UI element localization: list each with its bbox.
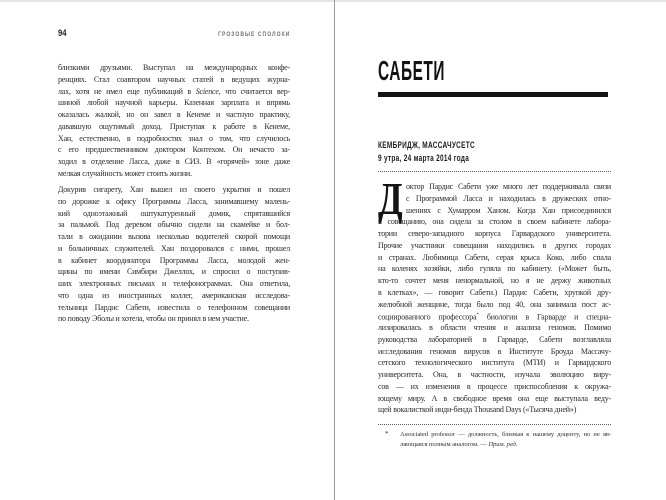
text-line: социированного профессора* биологии в Гарварде и специа- [378, 312, 611, 322]
text-line: кий одноэтажный оштукатуренный домик, спрятавшийся [58, 208, 290, 218]
footnote-divider [378, 424, 611, 425]
text-line: шениях с Хумарром Ханом. Когда Хан присоединился [406, 205, 611, 215]
text-line: в кабинет координатора Программы Ласса, молодой жен- [58, 255, 290, 265]
text-line: исследования геномов вирусов в Институте Броуда Массачу- [378, 346, 611, 356]
text-line: шиной любой научной карьеры. Казенная зарплата и впрямь [58, 98, 290, 108]
viewer-top-edge [0, 0, 666, 2]
text-line: руководства лабораторией в Гарварде, Сабети возглавляла [378, 334, 611, 344]
text-line: лизировалась в области чтения и анализа геномов. Помимо [378, 323, 611, 332]
footnote-marker: * [385, 430, 389, 438]
body-paragraph [378, 173, 611, 416]
body-paragraph [58, 184, 290, 325]
text-line: университета. Она, в частности, изучала эволюцию виру- [378, 370, 611, 379]
text-line: мелкая случайность может стоить жизни. [58, 168, 192, 178]
running-head: ГРОЗОВЫЕ СПОЛОХИ [217, 31, 290, 38]
date-heading: 9 утра, 24 марта 2014 года [378, 153, 470, 163]
text-line: к совещанию, она сидела за столом в своем кабинете лабора- [378, 217, 611, 227]
text-line: по поводу Эболы и хотела, чтобы он принял в нем участие. [58, 314, 249, 324]
text-line: октор Пардис Сабети уже много лет поддерживала связи [406, 182, 611, 191]
footnote [378, 430, 611, 450]
text-line: в клетках», — говорит Сабети.) Пардис Сабети, хрупкой дру- [378, 287, 611, 297]
text-line: оказалась жалкой, но он завел в Кенеме и частную практику, [58, 110, 290, 119]
left-page-body [58, 62, 290, 325]
location-heading: КЕМБРИДЖ, МАССАЧУСЕТС [378, 140, 475, 150]
page-number: 94 [58, 28, 67, 38]
text-line: ходил в отделение Ласса, даже в СИЗ. В «горячей» зоне даже [58, 157, 290, 166]
text-line: дававшую ощутимый доход. Приступая к работе в Кенеме, [58, 121, 290, 131]
text-line: с его предшественником доктором Контехом. Он нечасто за- [58, 145, 290, 155]
page-gutter-line [334, 0, 335, 500]
left-page-header [58, 28, 290, 38]
text-line: и больничных служителей. Хан поздоровался с ними, прошел [58, 243, 290, 253]
text-line: что одна из иностранных коллег, американская исследова- [58, 290, 290, 300]
text-line: кто-то сочтет меня ненормальной, но я не держу животных [378, 276, 611, 285]
drop-cap: Д [378, 173, 403, 224]
text-line: ренциях. Стал соавтором научных статей в ведущих журна- [58, 74, 290, 84]
chapter-title-rule [378, 92, 608, 97]
text-line: тории северо-западного корпуса Гарвардского университета. [378, 229, 611, 238]
text-line: тали в ожидании вызова несколько водителей скорой помощи [58, 232, 290, 241]
text-line: сетского технологического института (МТИ) и Гарвардского [378, 358, 611, 368]
text-line: желюбной женщине, тогда было под 40, она занимала пост ас- [378, 299, 611, 309]
chapter-dateline [378, 139, 611, 165]
chapter-body [378, 173, 611, 416]
left-page [58, 28, 290, 325]
footnote-line: ляющаяся полным аналогом. — Прим. ред. [400, 440, 518, 448]
text-line: с Программой Ласса и находилась в дружеских отно- [406, 193, 611, 203]
text-line: щей вокалисткой инди-бенда Thousand Days («Тысяча дней») [378, 405, 577, 415]
footnote-text [400, 430, 611, 450]
text-line: щины по имени Симбири Джеллох, и спросил о поступив- [58, 267, 290, 277]
text-line: по дорожке к офису Программы Ласса, занимавшему малень- [58, 196, 290, 206]
text-line: ших электронных письмах и телефонограммах. Она ответила, [58, 279, 290, 288]
text-line: тельница Пардис Сабети, известила о телефонном совещании [58, 302, 290, 312]
text-line: сов — их изменения в процессе приспособления к окружа- [378, 381, 611, 391]
dotted-divider [378, 171, 611, 172]
right-page [378, 55, 611, 450]
text-line: ющему миру. А в свободное время она еще выступала веду- [378, 393, 611, 403]
text-line: на коленях хозяйки, либо гуляла по кабинету. («Может быть, [378, 264, 611, 274]
chapter-title: САБЕТИ [378, 55, 445, 86]
text-line: Прочие участники совещания находились в других городах [378, 240, 611, 250]
text-line: Хан, естественно, в подробностях знал о том, что случилось [58, 133, 290, 143]
text-line: за пальмой. Под деревом обычно сидели на скамейке и бол- [58, 220, 290, 230]
body-paragraph [58, 62, 290, 180]
text-line: и странах. Любимица Сабети, серая крыса Коко, либо спала [378, 252, 611, 262]
text-line: Докурив сигарету, Хан вышел из своего укрытия и пошел [58, 185, 290, 194]
text-line: лах, хотя не имел еще публикаций в Science, что считается вер- [58, 86, 290, 96]
footnote-line: Associated professor — должность, близкая к нашему доценту, но не яв- [400, 431, 611, 438]
text-line: близкими друзьями. Выступал на международных конфе- [58, 63, 290, 72]
